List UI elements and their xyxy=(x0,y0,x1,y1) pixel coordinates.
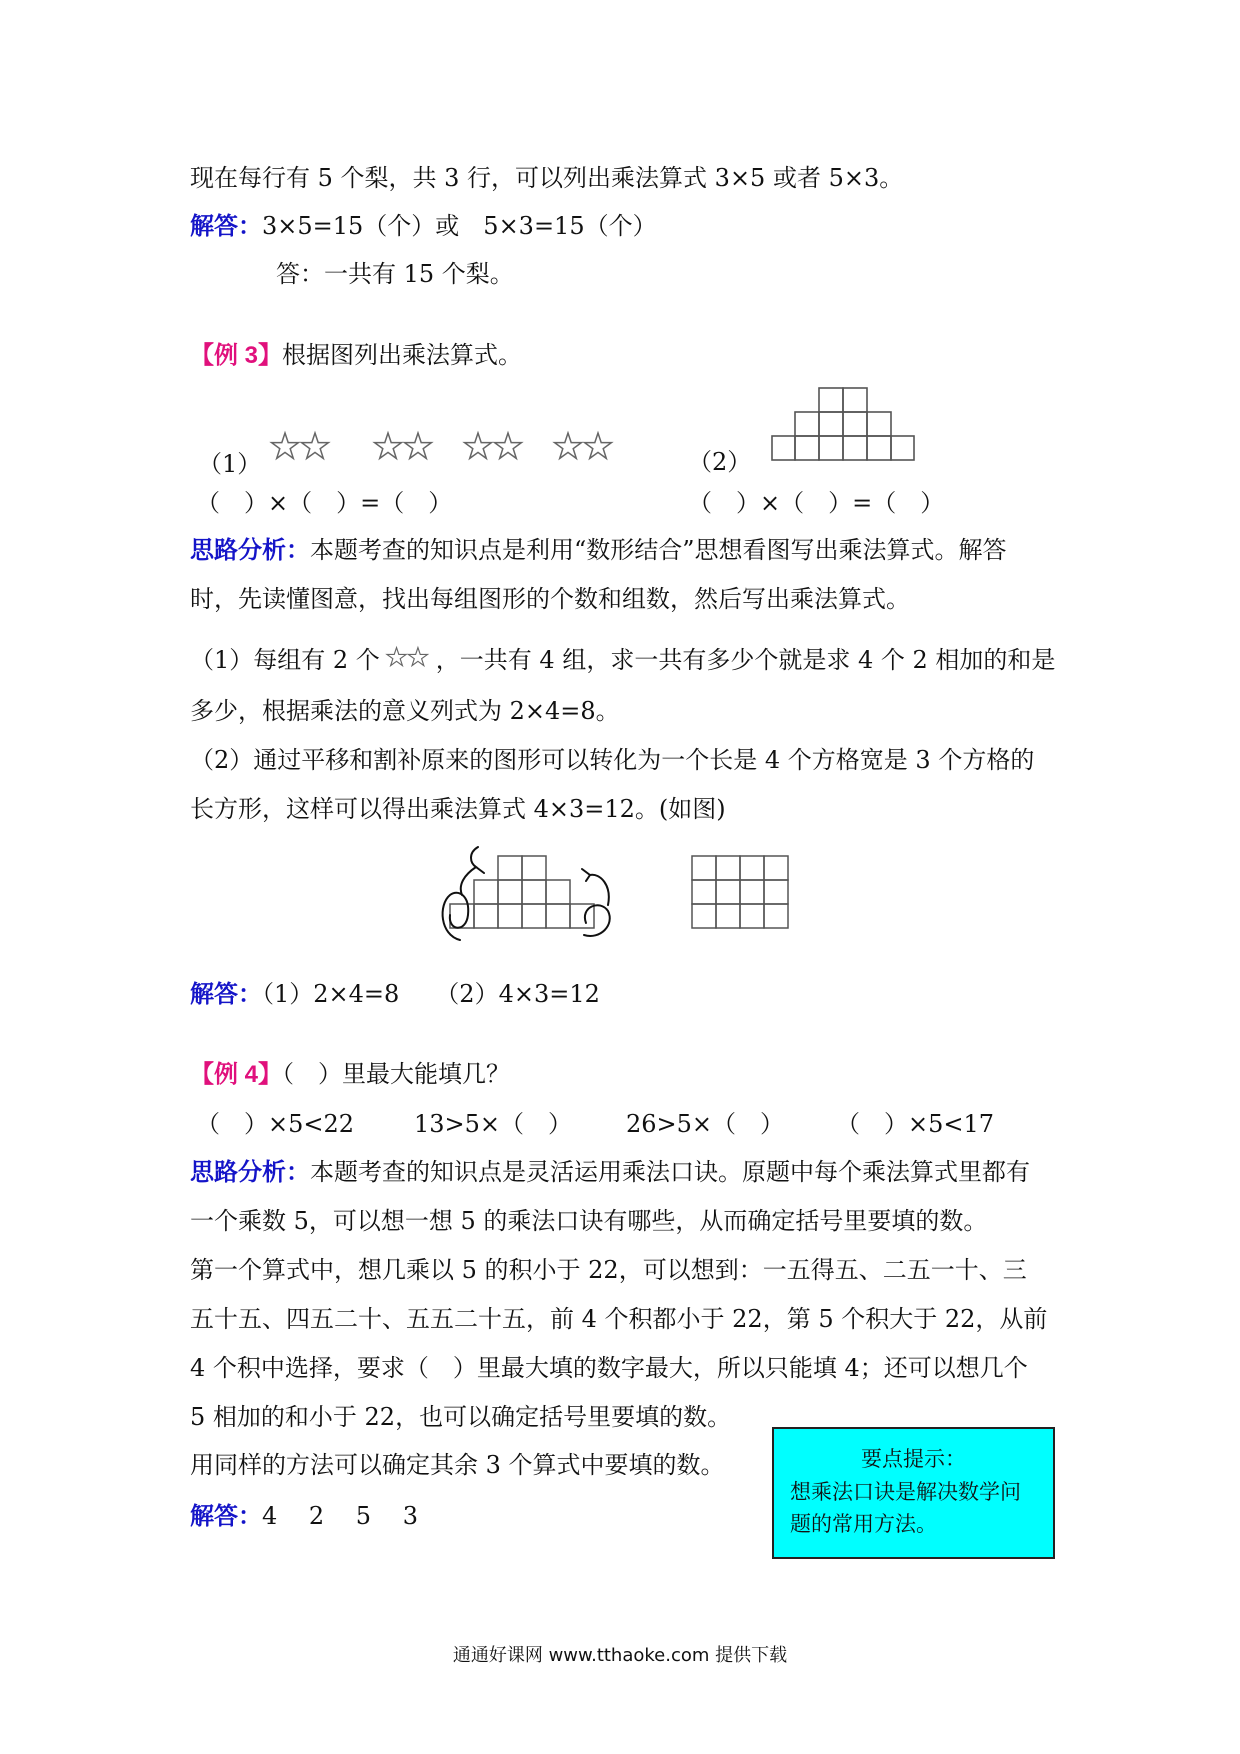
analysis-4-line-4: 五十五、四五二十、五五二十五，前 4 个积都小于 22，第 5 个积大于 22，从前 xyxy=(190,1305,1048,1333)
star-pair-icon xyxy=(380,646,436,672)
figure-2-label: （2） xyxy=(688,448,752,476)
answer-3-line xyxy=(190,982,600,1007)
page-footer: 通通好课网 www.tthaoke.com 提供下载 xyxy=(452,1645,788,1666)
answer-label: 解答： xyxy=(190,1503,262,1530)
analysis-text: 本题考查的知识点是灵活运用乘法口诀。原题中每个乘法算式里都有 xyxy=(310,1158,1030,1186)
answer-label: 解答： xyxy=(190,213,262,240)
star-group-4 xyxy=(555,433,612,458)
analysis-text: ，一共有 4 组，求一共有多少个就是求 4 个 2 相加的和是 xyxy=(435,646,1056,674)
staircase-grid-figure xyxy=(771,387,921,463)
exercise-item: （ ）×5<22 xyxy=(196,1110,355,1138)
answer-label: 解答： xyxy=(190,981,262,1008)
analysis-4-line-5: 4 个积中选择，要求（ ）里最大填的数字最大，所以只能填 4；还可以想几个 xyxy=(190,1354,1028,1382)
analysis-3-line-2: 时，先读懂图意，找出每组图形的个数和组数，然后写出乘法算式。 xyxy=(190,585,910,613)
analysis-3-part1-line-2: 多少，根据乘法的意义列式为 2×4=8。 xyxy=(190,697,620,725)
tip-line-2: 题的常用方法。 xyxy=(790,1512,937,1536)
answer-text: （1）2×4=8 （2）4×3=12 xyxy=(262,980,600,1008)
blank-equation-1: （ ）×（ ）=（ ） xyxy=(196,489,453,517)
analysis-label: 思路分析： xyxy=(190,1159,310,1186)
analysis-4-line-6: 5 相加的和小于 22，也可以确定括号里要填的数。 xyxy=(190,1403,732,1431)
analysis-3-part1-line-1 xyxy=(190,646,1055,672)
analysis-4-line-3: 第一个算式中，想几乘以 5 的积小于 22，可以想到：一五得五、二五一十、三 xyxy=(190,1256,1027,1284)
analysis-3-part2-line-2: 长方形，这样可以得出乘法算式 4×3=12。(如图) xyxy=(190,795,726,823)
answer-line xyxy=(190,214,657,239)
analysis-4-line-2: 一个乘数 5，可以想一想 5 的乘法口诀有哪些，从而确定括号里要填的数。 xyxy=(190,1207,988,1235)
grid-transformation-figure xyxy=(440,845,800,945)
text-line: 现在每行有 5 个梨，共 3 行，可以列出乘法算式 3×5 或者 5×3。 xyxy=(190,164,904,192)
analysis-4-line-1 xyxy=(190,1160,1030,1185)
tip-title: 要点提示： xyxy=(861,1447,966,1471)
answer-text: 3×5=15（个）或 5×3=15（个） xyxy=(262,212,657,240)
example-4-question: （ ）里最大能填几？ xyxy=(282,1060,511,1088)
example-4-heading xyxy=(190,1062,510,1087)
figure-1-label: （1） xyxy=(198,450,262,478)
star-groups-figure xyxy=(270,428,620,464)
example-3-tag: 【例 3】 xyxy=(190,342,283,369)
answer-text: 4 2 5 3 xyxy=(262,1502,418,1530)
exercise-item: 26>5×（ ） xyxy=(626,1110,785,1138)
exercise-item: （ ）×5<17 xyxy=(836,1110,995,1138)
analysis-label: 思路分析： xyxy=(190,537,310,564)
analysis-text: （1）每组有 2 个 xyxy=(190,646,380,674)
analysis-3-line-1 xyxy=(190,538,1007,563)
star-group-3 xyxy=(465,433,522,458)
analysis-4-line-7: 用同样的方法可以确定其余 3 个算式中要填的数。 xyxy=(190,1451,725,1479)
tip-box xyxy=(772,1427,1055,1559)
tip-line-1: 想乘法口诀是解决数学问 xyxy=(790,1480,1021,1504)
exercise-item: 13>5×（ ） xyxy=(414,1110,573,1138)
star-group-1 xyxy=(272,433,329,458)
example-3-question: 根据图列出乘法算式。 xyxy=(282,341,523,369)
analysis-3-part2-line-1: （2）通过平移和割补原来的图形可以转化为一个长是 4 个方格宽是 3 个方格的 xyxy=(190,746,1035,774)
example-4-tag: 【例 4】 xyxy=(190,1061,283,1088)
answer-reply: 答：一共有 15 个梨。 xyxy=(276,260,514,288)
answer-4-line xyxy=(190,1504,418,1529)
example-3-heading xyxy=(190,343,522,368)
star-group-2 xyxy=(375,433,432,458)
blank-equation-2: （ ）×（ ）=（ ） xyxy=(688,489,945,517)
analysis-text: 本题考查的知识点是利用“数形结合”思想看图写出乘法算式。解答 xyxy=(310,536,1007,564)
